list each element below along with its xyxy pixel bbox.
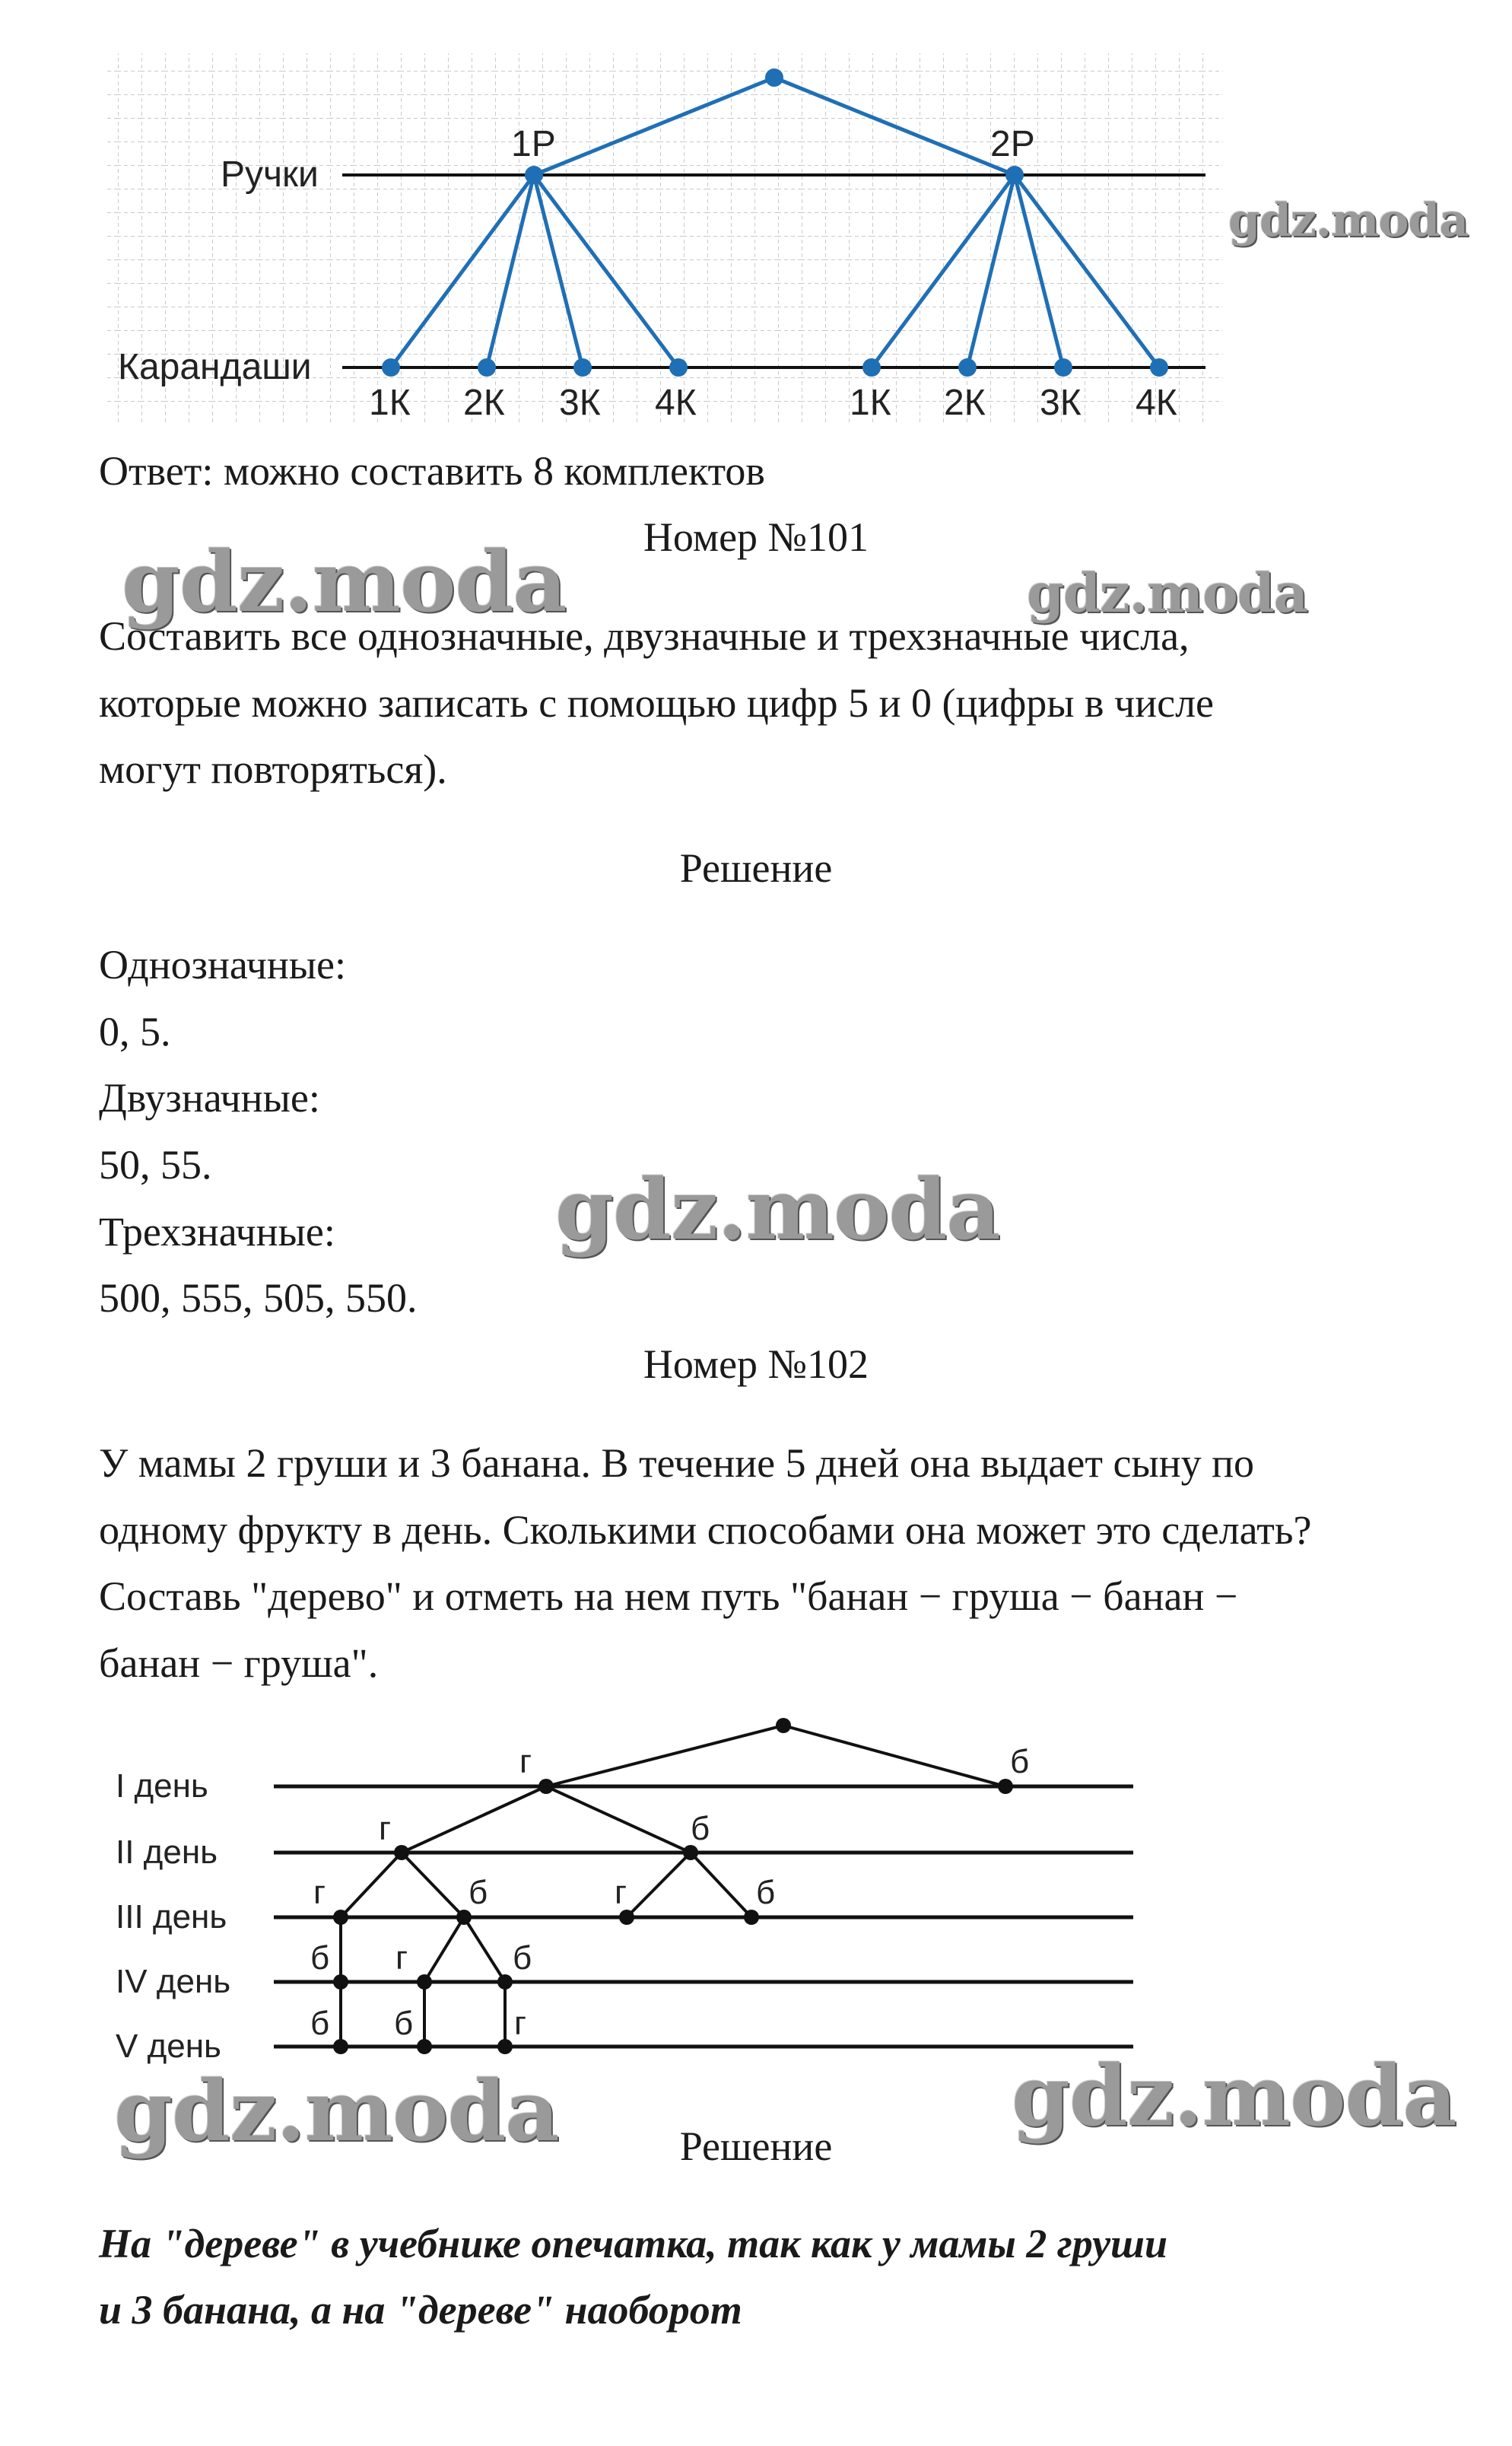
tree-node (333, 1910, 348, 1925)
tree-node (497, 2039, 513, 2054)
root-node (776, 1718, 791, 1733)
day-label: II день (116, 1834, 218, 1871)
tree-node (394, 1845, 409, 1860)
pencil-node (862, 358, 881, 377)
node-label: б (310, 2005, 330, 2042)
tree-node (683, 1845, 698, 1860)
solution-line: 50, 55. (99, 1142, 212, 1188)
tree-node (417, 2039, 432, 2054)
tree-node (333, 2039, 348, 2054)
pencil-node (573, 358, 592, 377)
day-label: IV день (116, 1963, 231, 2000)
tree-node (998, 1779, 1013, 1794)
pencil-label: 4К (655, 383, 697, 423)
pencil-node (669, 358, 688, 377)
node-label: б (1010, 1743, 1030, 1780)
problem-101-text-line: могут повторяться). (99, 746, 447, 792)
node-label: г (519, 1743, 532, 1780)
day-label: V день (116, 2028, 221, 2065)
note-line: и 3 банана, а на "дереве" наоборот (99, 2287, 742, 2333)
pencil-label: 3К (559, 383, 601, 423)
problem-101-number: Номер №101 (643, 514, 869, 560)
solution-line: Двузначные: (99, 1075, 320, 1121)
tree-node (619, 1910, 634, 1925)
tree-node (456, 1910, 472, 1925)
pencil-node (478, 358, 496, 377)
pencil-label: 1К (369, 383, 411, 423)
node-label: б (756, 1874, 776, 1911)
pen-label: 1Р (511, 124, 556, 164)
pencil-label: 3К (1040, 383, 1082, 423)
node-label: г (313, 1874, 326, 1911)
tree-node (333, 1974, 348, 1990)
node-label: г (395, 1939, 408, 1977)
watermark: gdz.moda (122, 533, 567, 631)
solution-line: Однозначные: (99, 942, 347, 988)
node-label: г (379, 1810, 392, 1847)
node-label: г (514, 2005, 527, 2042)
node-label: б (469, 1874, 488, 1911)
day-label: I день (116, 1767, 208, 1805)
solution-heading: Решение (679, 2123, 833, 2169)
pencil-node (1054, 358, 1072, 377)
pencil-label: 4К (1136, 383, 1177, 423)
tree-node (417, 1974, 432, 1990)
fruit-days-tree-diagram (0, 1704, 1512, 2100)
tree-node (497, 1974, 513, 1990)
problem-101-text-line: которые можно записать с помощью цифр 5 и 0 (цифры в числе (99, 680, 1214, 726)
problem-102-text-line: банан − груша". (99, 1640, 379, 1686)
watermark: gdz.moda (1012, 2047, 1456, 2145)
problem-102-number: Номер №102 (643, 1341, 869, 1387)
pen-label: 2Р (990, 124, 1035, 164)
pencil-label: 2К (463, 383, 505, 423)
node-label: б (310, 1939, 330, 1977)
node-label: б (513, 1939, 532, 1977)
row-label-pens: Ручки (221, 154, 319, 195)
problem-102-text-line: Составь "дерево" и отметь на нем путь "банан − груша − банан − (99, 1573, 1238, 1619)
pencil-label: 1К (850, 383, 891, 423)
problem-101-text-line: Составить все однозначные, двузначные и трехзначные числа, (99, 613, 1190, 659)
watermark: gdz.moda (1228, 194, 1469, 247)
pencil-node (382, 358, 400, 377)
note-line: На "дереве" в учебнике опечатка, так как у мамы 2 груши (99, 2221, 1168, 2266)
watermark: gdz.moda (114, 2062, 559, 2160)
day-label: III день (116, 1898, 227, 1935)
pencil-node (958, 358, 977, 377)
watermark: gdz.moda (555, 1160, 1000, 1258)
pencil-node (1150, 358, 1168, 377)
solution-line: 500, 555, 505, 550. (99, 1275, 418, 1321)
tree-node (538, 1779, 554, 1794)
answer-text: Ответ: можно составить 8 комплектов (99, 448, 765, 494)
solution-line: 0, 5. (99, 1009, 171, 1054)
root-node (765, 68, 783, 87)
pencil-label: 2К (944, 383, 986, 423)
node-label: г (615, 1874, 627, 1911)
solution-heading: Решение (679, 845, 833, 891)
node-label: б (394, 2005, 414, 2042)
pen-node (1005, 166, 1024, 184)
problem-102-text-line: У мамы 2 груши и 3 банана. В течение 5 дней она выдает сыну по (99, 1440, 1255, 1486)
pen-node (525, 166, 543, 184)
node-label: б (691, 1810, 710, 1847)
problem-102-text-line: одному фрукту в день. Сколькими способами она может это сделать? (99, 1507, 1312, 1553)
watermark: gdz.moda (1027, 561, 1308, 625)
row-label-pencils: Карандаши (118, 347, 312, 387)
solution-line: Трехзначные: (99, 1209, 335, 1255)
tree-node (744, 1910, 759, 1925)
